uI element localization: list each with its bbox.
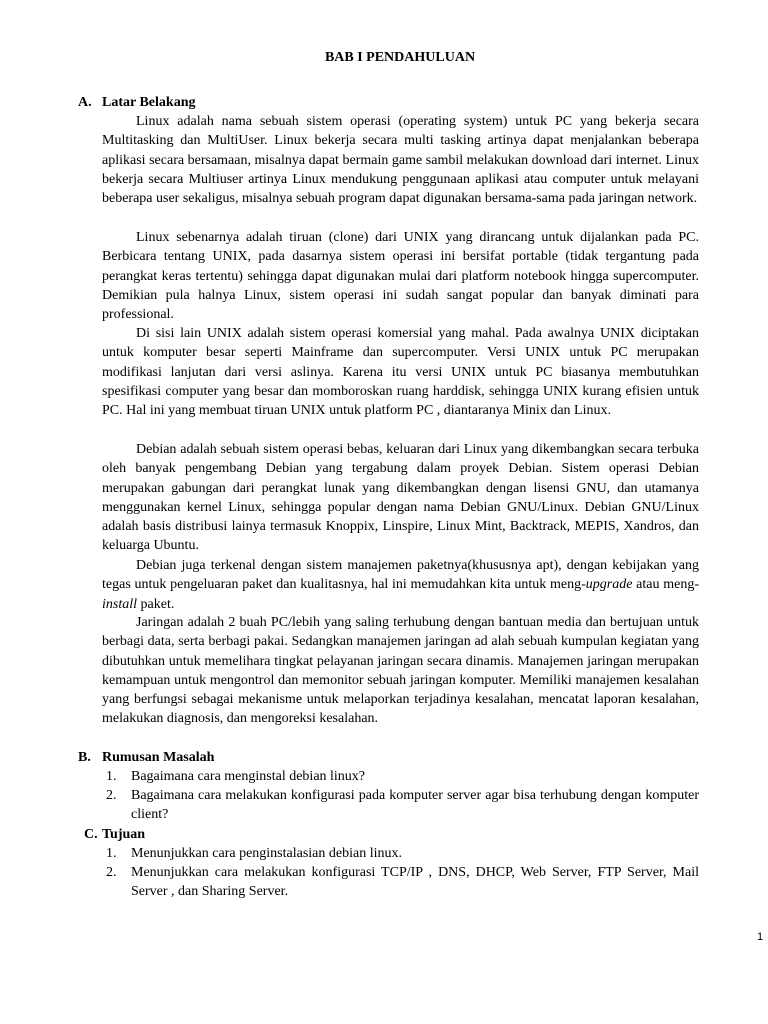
section-c-letter: C. — [84, 827, 98, 842]
paragraph-linux-unix-clone: Linux sebenarnya adalah tiruan (clone) dari UNIX yang dirancang untuk dijalankan pada PC. Berbicara tentang UNIX, pada dasarnya sistem operasi ini bersifat portable (tidak tergantung pada perangkat keras tertentu) sehingga dapat digunakan mulai dari platform notebook hingga supercomputer. Demikian pula halnya Linux, sistem operasi ini sudah sangat popular dan banyak diminati para professional. — [102, 230, 699, 323]
section-c-heading — [84, 825, 146, 844]
list-item-text: Bagaimana cara menginstal debian linux? — [131, 769, 366, 784]
page-number: 1 — [757, 931, 764, 943]
list-item-number: 2. — [106, 788, 117, 804]
list-item-text: Menunjukkan cara penginstalasian debian linux. — [131, 846, 402, 861]
paragraph-debian-text-3: paket. — [137, 596, 175, 612]
install-term: install — [102, 596, 138, 612]
paragraph-debian-package-management — [102, 556, 699, 614]
paragraph-linux-intro: Linux adalah nama sebuah sistem operasi (operating system) untuk PC yang bekerja secara Multitasking dan MultiUser. Linux bekerja secara multi tasking artinya dapat menjalankan beberapa aplikasi secara bersamaan, misalnya dapat bermain game sambil melakukan download dari internet. Linux bekerja secara Multiuser artinya Linux mendukung penggunaan aplikasi atau computer untuk melayani beberapa user sekaligus, misalnya sebuah program dapat digunakan bersama-sama pada jaringan network. — [102, 114, 699, 207]
upgrade-term: upgrade — [585, 577, 633, 593]
list-item-number: 1. — [106, 846, 117, 861]
section-a-letter: A. — [78, 95, 92, 110]
section-b-title: Rumusan Masalah — [102, 750, 215, 765]
list-item — [102, 844, 699, 863]
section-a-title: Latar Belakang — [102, 95, 196, 110]
list-item-text: Bagaimana cara melakukan konfigurasi pada komputer server agar bisa terhubung dengan komputer client? — [131, 788, 699, 823]
paragraph-unix-commercial: Di sisi lain UNIX adalah sistem operasi komersial yang mahal. Pada awalnya UNIX diciptakan untuk komputer besar seperti Mainframe dan supercomputer. Versi UNIX untuk PC merupakan modifikasi lanjutan dari versi aslinya. Karena itu versi UNIX untuk PC biasanya membutuhkan spesifikasi computer yang besar dan momboroskan ruang harddisk, sehingga UNIX kurang efisien untuk PC. Hal ini yang membuat tiruan UNIX untuk platform PC , diantaranya Minix dan Linux. — [102, 326, 699, 419]
document-title: BAB I PENDAHULUAN — [324, 50, 476, 65]
paragraph-network-management: Jaringan adalah 2 buah PC/lebih yang saling terhubung dengan bantuan media dan bertujuan untuk berbagi data, serta berbagi pakai. Sedangkan manajemen jaringan ad alah sebuah kumpulan kegiatan yang dibutuhkan untuk memelihara tingkat pelayanan jaringan secara dinamis. Manajemen jaringan merupakan kemampuan untuk mengontrol dan memonitor sebuah jaringan komputer. Memiliki manajemen kesalahan yang berfungsi sebagai mekanisme untuk melaporkan terjadinya kesalahan, mencatat laporan kesalahan, melakukan diagnosis, dan mengoreksi kesalahan. — [102, 615, 699, 727]
section-c-title: Tujuan — [102, 827, 146, 842]
section-b-letter: B. — [78, 750, 91, 765]
section-a-heading — [78, 93, 196, 112]
objectives-list — [102, 844, 699, 902]
list-item — [102, 767, 699, 786]
list-item — [102, 786, 699, 824]
paragraph-debian-text-2: atau meng- — [632, 577, 699, 593]
paragraph-debian-intro: Debian adalah sebuah sistem operasi bebas, keluaran dari Linux yang dikembangkan secara terbuka oleh banyak pengembang Debian yang tergabung dalam proyek Debian. Sistem operasi Debian merupakan gabungan dari perangkat lunak yang dikembangkan dengan lisensi GNU, dan utamanya menggunakan kernel Linux, sehingga popular dengan nama Debian GNU/Linux. Debian GNU/Linux adalah basis distribusi lainya termasuk Knoppix, Linspire, Linux Mint, Backtrack, MEPIS, Xandros, dan keluarga Ubuntu. — [102, 442, 699, 554]
list-item-number: 1. — [106, 769, 117, 784]
list-item — [102, 863, 699, 901]
section-b-heading — [78, 748, 215, 767]
paragraph-debian-text-1: Debian juga terkenal dengan sistem manajemen paketnya(khususnya apt), dengan kebijakan yang tegas untuk pengeluaran paket dan kualitasnya, hal ini memudahkan kita untuk meng- — [102, 558, 699, 593]
list-item-number: 2. — [106, 865, 117, 881]
problem-formulation-list — [102, 767, 699, 825]
list-item-text: Menunjukkan cara melakukan konfigurasi TCP/IP , DNS, DHCP, Web Server, FTP Server, Mail Server , dan Sharing Server. — [131, 865, 699, 900]
